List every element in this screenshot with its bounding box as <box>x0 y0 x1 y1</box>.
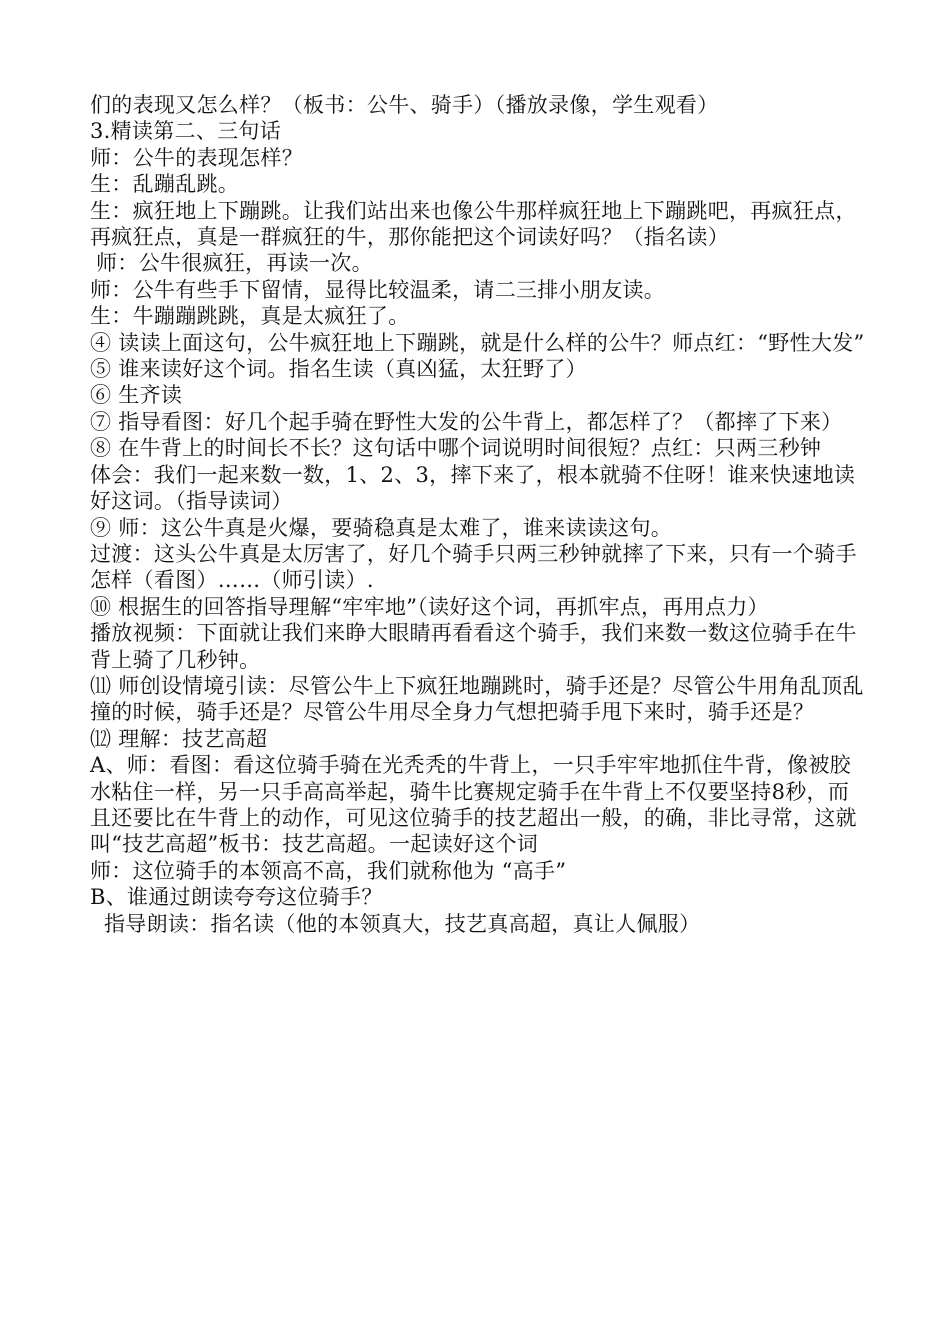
paragraph: 生：乱蹦乱跳。 <box>90 172 240 197</box>
section-heading: 3.精读第二、三句话 <box>90 119 282 144</box>
numbered-item: ⑾ 师创设情境引读：尽管公牛上下疯狂地蹦跳时，骑手还是？尽管公牛用角乱顶乱撞的时候，骑手还是？尽管公牛用尽全身力气想把骑手甩下来时，骑手还是？ <box>90 673 864 725</box>
paragraph: 们的表现又怎么样？（板书：公牛、骑手）（播放录像，学生观看） <box>90 93 719 117</box>
paragraph: B、谁通过朗读夸夸这位骑手？ <box>90 885 383 910</box>
paragraph: 师：这位骑手的本领高不高，我们就称他为 “高手” <box>90 858 567 883</box>
numbered-item: ⑦ 指导看图：好几个起手骑在野性大发的公牛背上，都怎样了？（都摔了下来） <box>90 409 843 434</box>
numbered-item: ⑤ 谁来读好这个词。指名生读（真凶猛，太狂野了） <box>90 357 587 382</box>
paragraph: A、师：看图：看这位骑手骑在光秃秃的牛背上，一只手牢牢地抓住牛背，像被胶水粘住一样，另一只手高高举起，骑牛比赛规定骑手在牛背上不仅要坚持8秒，而且还要比在牛背上的动作，可见这位骑手的技艺超出一般，的确，非比寻常，这就叫“技艺高超”板书：技艺高超。一起读好这个词 <box>90 753 857 857</box>
paragraph: 师：公牛有些手下留情，显得比较温柔，请二三排小朋友读。 <box>90 277 666 302</box>
paragraph: 生：牛蹦蹦跳跳，真是太疯狂了。 <box>90 304 410 329</box>
paragraph: 师：公牛很疯狂，再读一次。 <box>96 251 373 276</box>
numbered-item: ⑥ 生齐读 <box>90 383 183 408</box>
numbered-item: ⑨ 师：这公牛真是火爆，要骑稳真是太难了，谁来读读这句。 <box>90 515 673 540</box>
paragraph: 过渡：这头公牛真是太厉害了，好几个骑手只两三秒钟就摔了下来，只有一个骑手怎样（看图）……（师引读）. <box>90 541 857 593</box>
document-body <box>90 92 870 937</box>
paragraph: 指导朗读：指名读（他的本领真大，技艺真高超，真让人佩服） <box>104 911 701 936</box>
paragraph: 体会：我们一起来数一数，1、2、3，摔下来了，根本就骑不住呀！谁来快速地读好这词。（指导读词） <box>90 462 856 514</box>
numbered-item: ⑩ 根据生的回答指导理解“牢牢地”（读好这个词，再抓牢点，再用点力） <box>90 594 769 619</box>
numbered-item: ⑿ 理解：技艺高超 <box>90 726 268 751</box>
paragraph: 播放视频：下面就让我们来睁大眼睛再看看这个骑手，我们来数一数这位骑手在牛背上骑了几秒钟。 <box>90 621 857 672</box>
paragraph: 师：公牛的表现怎样？ <box>90 145 303 170</box>
paragraph: 生：疯狂地上下蹦跳。让我们站出来也像公牛那样疯狂地上下蹦跳吧，再疯狂点，再疯狂点，真是一群疯狂的牛，那你能把这个词读好吗？（指名读） <box>90 198 857 250</box>
numbered-item: ④ 读读上面这句，公牛疯狂地上下蹦跳，就是什么样的公牛？师点红：“野性大发” <box>90 330 865 355</box>
numbered-item: ⑧ 在牛背上的时间长不长？这句话中哪个词说明时间很短？点红：只两三秒钟 <box>90 436 822 461</box>
